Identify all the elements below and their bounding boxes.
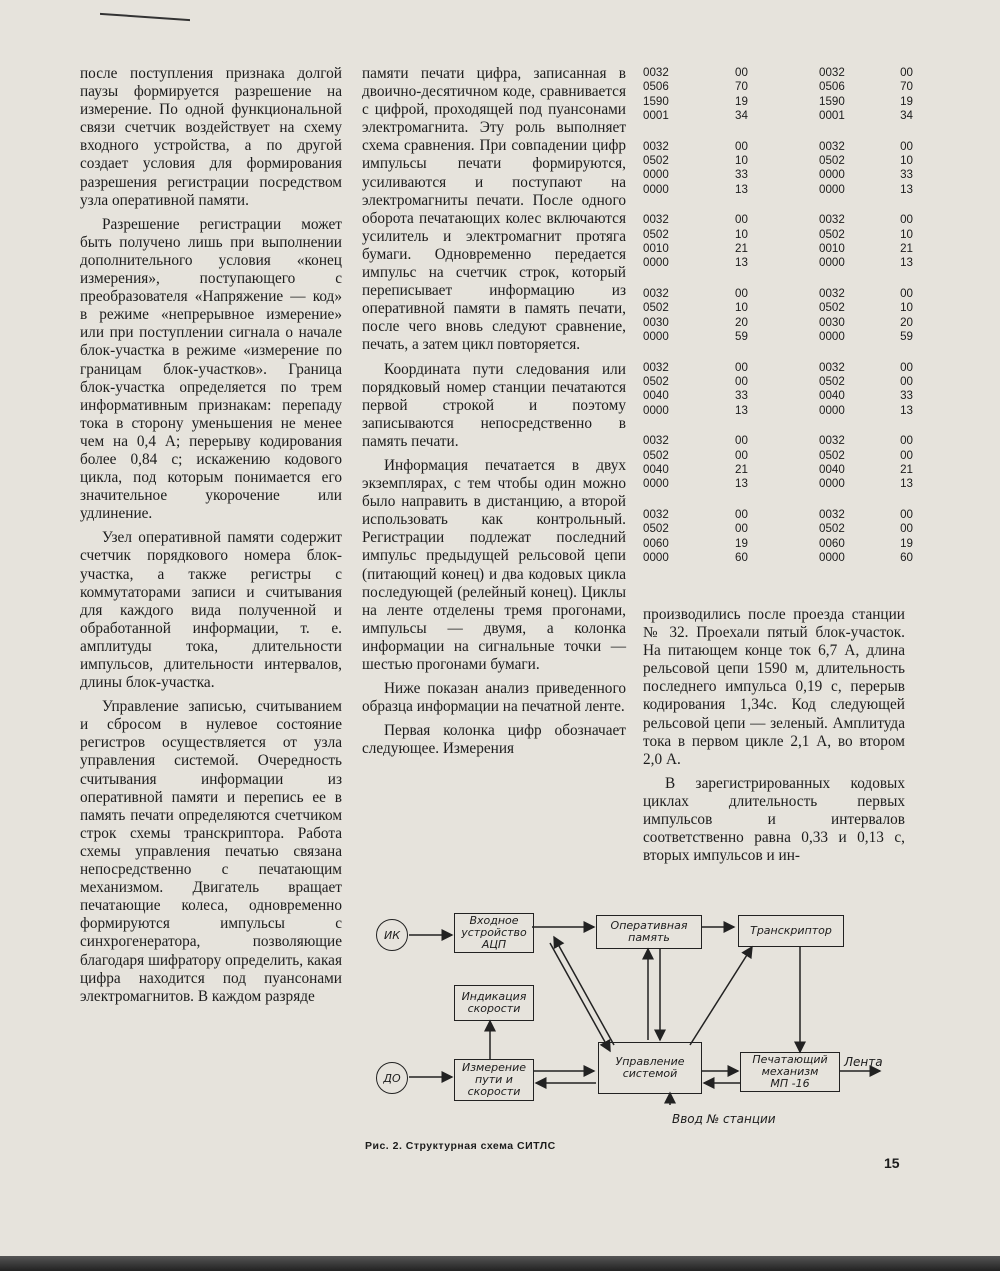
table-cell: 19	[735, 94, 748, 108]
table-cell: 00	[900, 374, 913, 388]
table-cell: 0032	[643, 213, 669, 227]
table-cell: 70	[900, 80, 913, 94]
print-tape-table	[643, 66, 913, 565]
paragraph: Первая колонка цифр обозначает следующее. Измерения	[362, 722, 626, 758]
table-cell: 0032	[643, 66, 669, 79]
table-cell: 00	[735, 286, 748, 300]
table-cell: 0032	[819, 139, 845, 153]
structure-diagram	[360, 905, 900, 1135]
table-cell: 00	[900, 448, 913, 462]
tape-label: Лента	[844, 1055, 883, 1069]
table-cell: 00	[900, 213, 913, 227]
table-cell: 0502	[643, 522, 669, 536]
table-cell: 0032	[819, 360, 845, 374]
table-row	[643, 404, 913, 418]
table-cell: 0502	[819, 448, 845, 462]
table-cell: 00	[735, 522, 748, 536]
memory-block: Оперативная память	[596, 915, 702, 949]
table-cell: 10	[900, 154, 913, 168]
printer-block: Печатающий механизм МП -16	[740, 1052, 840, 1092]
table-cell: 00	[900, 139, 913, 153]
table-cell: 0040	[643, 462, 669, 476]
table-cell: 34	[900, 109, 913, 123]
table-row	[643, 330, 913, 344]
table-cell: 20	[735, 315, 748, 329]
table-cell: 0060	[643, 536, 669, 550]
table-cell: 59	[735, 330, 748, 344]
group-gap	[643, 345, 913, 361]
table-cell: 0010	[643, 242, 669, 256]
arrow-control-transcriptor	[690, 947, 752, 1045]
paragraph: Узел оперативной памяти содержит счетчик порядкового номера блок-участка, а также регистры с коммутаторами записи и считывания для каждого вида полученной и обработанной информации, т. е. амплитуды тока, длительности импульсов, длительности интервалов, длины блок-участка.	[80, 529, 342, 692]
table-cell: 0032	[643, 360, 669, 374]
table-cell: 33	[735, 389, 748, 403]
arrow-input-control	[550, 943, 610, 1051]
table-cell: 0032	[819, 213, 845, 227]
paragraph: после поступления признака долгой паузы формируется разрешение на измерение. По одной функциональной связи счетчик воздействует на схему входного устройства, а по другой создает условия для формирования разрешения регистрации посредством узла оперативной памяти.	[80, 65, 342, 209]
transcriptor-block: Транскриптор	[738, 915, 844, 947]
table-cell: 0000	[819, 477, 845, 491]
table-cell: 0032	[819, 66, 845, 79]
table-cell: 0040	[819, 462, 845, 476]
table-cell: 00	[900, 360, 913, 374]
group-gap	[643, 418, 913, 434]
page-bottom-edge	[0, 1256, 1000, 1271]
table-row	[643, 154, 913, 168]
table-row	[643, 551, 913, 565]
table-row	[643, 316, 913, 330]
table-cell: 13	[735, 182, 748, 196]
station-input-label: Ввод № станции	[672, 1112, 776, 1126]
table-cell: 0060	[819, 536, 845, 550]
group-gap	[643, 271, 913, 287]
table-cell: 00	[900, 66, 913, 79]
table-cell: 0502	[819, 227, 845, 241]
table-cell: 0000	[819, 330, 845, 344]
paragraph: Разрешение регистрации может быть получено лишь при выполнении дополнительного условия «конец измерения», поступающего с преобразователя «Напряжение — код» в режиме «непрерывное измерение» или при поступлении сигнала о начале блок-участка в режиме «измерение по границам блок-участков». Граница блок-участка определяется по трем информативным признакам: перепаду тока в сторону уменьшения не менее чем на 0,4 А; перерыву кодирования более 0,84 с; искажению кодового цикла, под которым понимается его значительное укорочение или удлинение.	[80, 215, 342, 523]
table-cell: 0032	[819, 434, 845, 448]
table-cell: 00	[735, 374, 748, 388]
table-cell: 13	[900, 403, 913, 417]
table-cell: 00	[735, 434, 748, 448]
speed-indication-block: Индикация скорости	[454, 985, 534, 1021]
ik-node: ИК	[376, 919, 408, 951]
arrow-control-input	[554, 937, 614, 1045]
table-cell: 0502	[819, 522, 845, 536]
table-row	[643, 140, 913, 154]
table-cell: 13	[900, 256, 913, 270]
table-cell: 19	[900, 536, 913, 550]
page-number: 15	[884, 1155, 900, 1171]
table-cell: 0010	[819, 242, 845, 256]
table-cell: 10	[735, 301, 748, 315]
table-cell: 0001	[643, 109, 669, 123]
table-cell: 0000	[819, 256, 845, 270]
table-row	[643, 80, 913, 94]
table-cell: 0502	[643, 448, 669, 462]
table-cell: 0032	[643, 507, 669, 521]
table-cell: 00	[900, 507, 913, 521]
scan-mark	[100, 0, 190, 21]
table-cell: 0032	[643, 286, 669, 300]
table-cell: 0032	[643, 434, 669, 448]
table-row	[643, 477, 913, 491]
table-cell: 21	[735, 462, 748, 476]
table-cell: 00	[900, 286, 913, 300]
table-cell: 0032	[819, 286, 845, 300]
table-cell: 0506	[819, 80, 845, 94]
table-cell: 00	[735, 507, 748, 521]
figure-caption: Рис. 2. Структурная схема СИТЛС	[365, 1140, 556, 1152]
group-gap	[643, 492, 913, 508]
table-cell: 0030	[643, 315, 669, 329]
text-column-3	[643, 606, 905, 871]
table-row	[643, 301, 913, 315]
table-cell: 0000	[819, 550, 845, 564]
table-cell: 33	[900, 168, 913, 182]
table-cell: 00	[735, 139, 748, 153]
table-row	[643, 242, 913, 256]
table-cell: 13	[735, 477, 748, 491]
table-cell: 0000	[643, 256, 669, 270]
table-cell: 13	[900, 477, 913, 491]
table-row	[643, 434, 913, 448]
table-row	[643, 522, 913, 536]
group-gap	[643, 124, 913, 140]
table-cell: 0032	[643, 139, 669, 153]
table-cell: 20	[900, 315, 913, 329]
table-cell: 0030	[819, 315, 845, 329]
table-cell: 0000	[819, 168, 845, 182]
table-cell: 00	[735, 360, 748, 374]
table-cell: 0000	[643, 182, 669, 196]
control-block: Управление системой	[598, 1042, 702, 1094]
table-cell: 10	[900, 301, 913, 315]
do-node: ДО	[376, 1062, 408, 1094]
paragraph: памяти печати цифра, записанная в двоично-десятичном коде, сравнивается с цифрой, проходящей под пуансонами электромагнита. Эту роль выполняет схема сравнения. При совпадении цифр импульсы печати формируются, усиливаются и поступают на электромагниты печати. После одного оборота печатающих колес включаются усилитель и электромагнит протяга бумаги. Одновременно передается импульс на счетчик строк, который переписывает информацию из оперативной памяти в память печати, после чего вновь следуют сравнение, печать, а затем цикл повторяется.	[362, 65, 626, 354]
table-cell: 0000	[819, 182, 845, 196]
table-cell: 0502	[643, 301, 669, 315]
group-gap	[643, 197, 913, 213]
table-cell: 0000	[643, 550, 669, 564]
table-cell: 34	[735, 109, 748, 123]
paragraph: Ниже показан анализ приведенного образца информации на печатной ленте.	[362, 680, 626, 716]
table-cell: 21	[900, 462, 913, 476]
table-row	[643, 256, 913, 270]
table-cell: 10	[735, 227, 748, 241]
table-row	[643, 228, 913, 242]
table-cell: 00	[735, 66, 748, 79]
table-cell: 60	[735, 550, 748, 564]
table-cell: 13	[735, 403, 748, 417]
paragraph: Информация печатается в двух экземплярах, с тем чтобы один можно было направить в дистанцию, а второй использовать как контрольный. Регистрации подлежат последний импульс предыдущей рельсовой цепи (питающий конец) и два кодовых цикла последующей (релейный конец). Циклы на ленте отделены тремя прогонами, импульсы — двумя, а колонка информации на сигнальные точки — шестью прогонами бумаги.	[362, 456, 626, 673]
table-row	[643, 109, 913, 123]
table-cell: 0000	[643, 168, 669, 182]
table-cell: 0000	[819, 403, 845, 417]
table-cell: 19	[900, 94, 913, 108]
table-cell: 19	[735, 536, 748, 550]
table-cell: 0506	[643, 80, 669, 94]
table-row	[643, 463, 913, 477]
table-cell: 1590	[819, 94, 845, 108]
table-cell: 0502	[643, 374, 669, 388]
table-cell: 13	[735, 256, 748, 270]
table-cell: 00	[900, 434, 913, 448]
table-cell: 0502	[643, 227, 669, 241]
text-column-2	[362, 65, 626, 764]
table-row	[643, 183, 913, 197]
table-cell: 21	[735, 242, 748, 256]
table-cell: 60	[900, 550, 913, 564]
text-column-1	[80, 65, 342, 1012]
table-cell: 0502	[819, 154, 845, 168]
table-row	[643, 95, 913, 109]
paragraph: Управление записью, считыванием и сбросом в нулевое состояние регистров осуществляется от узла управления системой. Очередность считывания информации из оперативной памяти и перепись ее в память печати определяются счетчиком строк схемы транскриптора. Работа схемы управления печатью связана непосредственно с печатающим механизмом. Двигатель вращает печатающие колеса, одновременно формируются импульсы с синхрогенератора, позволяющие благодаря шифратору определить, какая цифра находится под пуансонами электромагнитов. В каждом разряде	[80, 698, 342, 1005]
table-cell: 0000	[643, 330, 669, 344]
table-cell: 00	[900, 522, 913, 536]
table-row	[643, 213, 913, 227]
table-cell: 00	[735, 213, 748, 227]
table-cell: 0032	[819, 507, 845, 521]
table-cell: 0502	[643, 154, 669, 168]
table-row	[643, 508, 913, 522]
paragraph: В зарегистрированных кодовых циклах длительность первых импульсов и интервалов соответственно равна 0,33 и 0,13 с, вторых импульсов и ин-	[643, 774, 905, 865]
table-cell: 70	[735, 80, 748, 94]
table-row	[643, 375, 913, 389]
table-cell: 33	[735, 168, 748, 182]
table-cell: 33	[900, 389, 913, 403]
table-row	[643, 66, 913, 80]
table-cell: 10	[900, 227, 913, 241]
table-cell: 0001	[819, 109, 845, 123]
input-device-block: Входное устройство АЦП	[454, 913, 534, 953]
table-cell: 1590	[643, 94, 669, 108]
table-cell: 13	[900, 182, 913, 196]
table-row	[643, 168, 913, 182]
measurement-block: Измерение пути и скорости	[454, 1059, 534, 1101]
table-row	[643, 537, 913, 551]
table-cell: 21	[900, 242, 913, 256]
table-cell: 0000	[643, 403, 669, 417]
table-cell: 59	[900, 330, 913, 344]
table-cell: 0040	[819, 389, 845, 403]
table-cell: 0000	[643, 477, 669, 491]
table-row	[643, 389, 913, 403]
paragraph: производились после проезда станции № 32. Проехали пятый блок-участок. На питающем конце ток 6,7 А, длина рельсовой цепи 1590 м, длительность последнего импульса 0,19 с, перерыв кодирования 1,34с. Код следующей рельсовой цепи — зеленый. Амплитуда тока в первом цикле 2,1 А, во втором 2,0 А.	[643, 606, 905, 768]
table-row	[643, 287, 913, 301]
table-cell: 0040	[643, 389, 669, 403]
table-cell: 0502	[819, 374, 845, 388]
table-cell: 10	[735, 154, 748, 168]
table-row	[643, 449, 913, 463]
table-cell: 0502	[819, 301, 845, 315]
table-cell: 00	[735, 448, 748, 462]
table-row	[643, 361, 913, 375]
paragraph: Координата пути следования или порядковый номер станции печатаются первой строкой и поэтому записываются непосредственно в память печати.	[362, 360, 626, 450]
